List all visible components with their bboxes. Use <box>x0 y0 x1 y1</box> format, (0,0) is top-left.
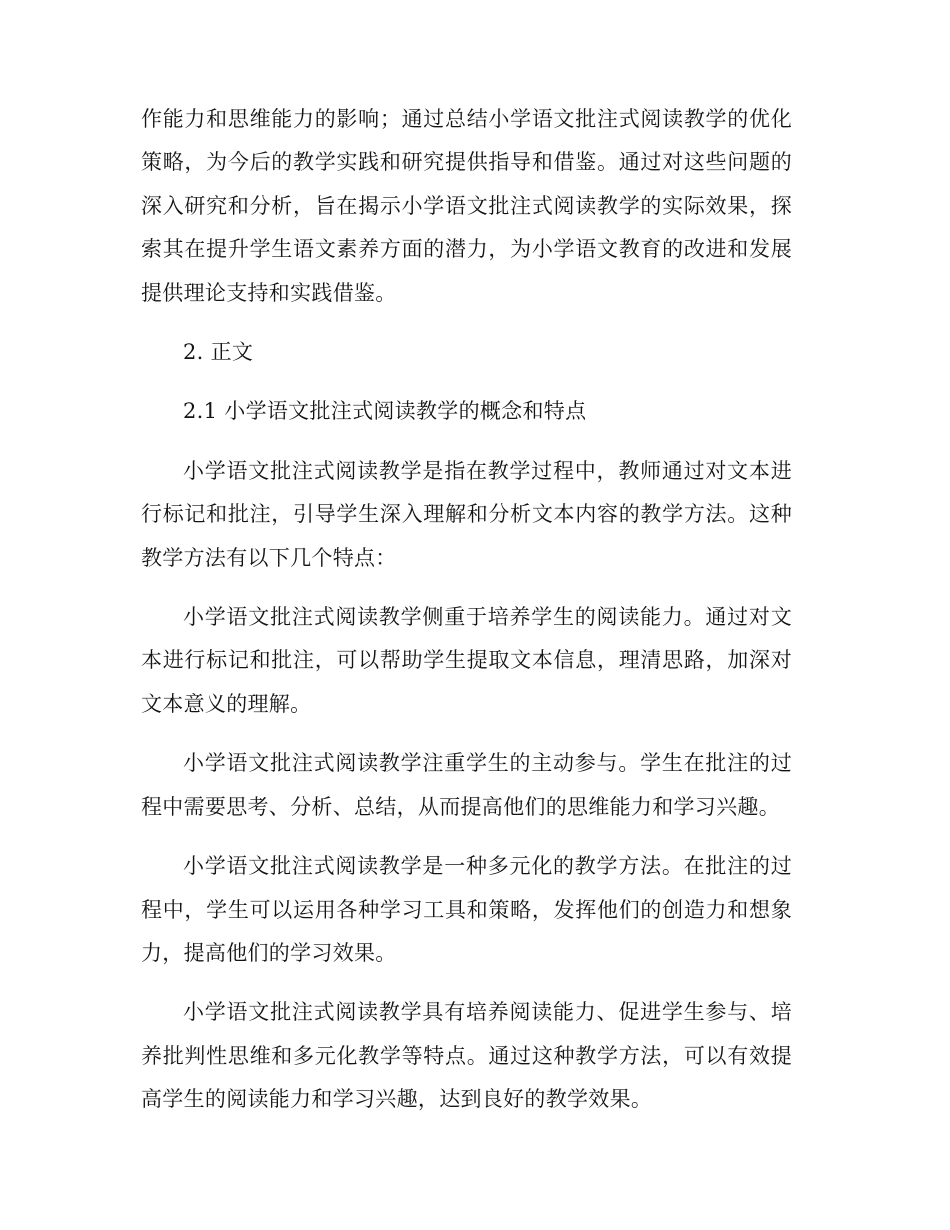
subsection-heading: 2.1 小学语文批注式阅读教学的概念和特点 <box>183 399 587 424</box>
intro-continuation-paragraph: 作能力和思维能力的影响；通过总结小学语文批注式阅读教学的优化策略，为今后的教学实践和研究提供指导和借鉴。通过对这些问题的深入研究和分析，旨在揭示小学语文批注式阅读教学的实际效果，探索其在提升学生语文素养方面的潜力，为小学语文教育的改进和发展提供理论支持和实践借鉴。 <box>141 107 792 305</box>
summary-paragraph: 小学语文批注式阅读教学具有培养阅读能力、促进学生参与、培养批判性思维和多元化教学等特点。通过这种教学方法，可以有效提高学生的阅读能力和学习兴趣，达到良好的教学效果。 <box>141 1000 792 1112</box>
reading-ability-paragraph: 小学语文批注式阅读教学侧重于培养学生的阅读能力。通过对文本进行标记和批注，可以帮助学生提取文本信息，理清思路，加深对文本意义的理解。 <box>141 605 792 716</box>
section-heading: 2. 正文 <box>183 340 254 365</box>
diversified-paragraph: 小学语文批注式阅读教学是一种多元化的教学方法。在批注的过程中，学生可以运用各种学习工具和策略，发挥他们的创造力和想象力，提高他们的学习效果。 <box>141 854 792 965</box>
definition-paragraph: 小学语文批注式阅读教学是指在教学过程中，教师通过对文本进行标记和批注，引导学生深入理解和分析文本内容的教学方法。这种教学方法有以下几个特点： <box>141 458 792 570</box>
participation-paragraph: 小学语文批注式阅读教学注重学生的主动参与。学生在批注的过程中需要思考、分析、总结，从而提高他们的思维能力和学习兴趣。 <box>141 751 792 819</box>
